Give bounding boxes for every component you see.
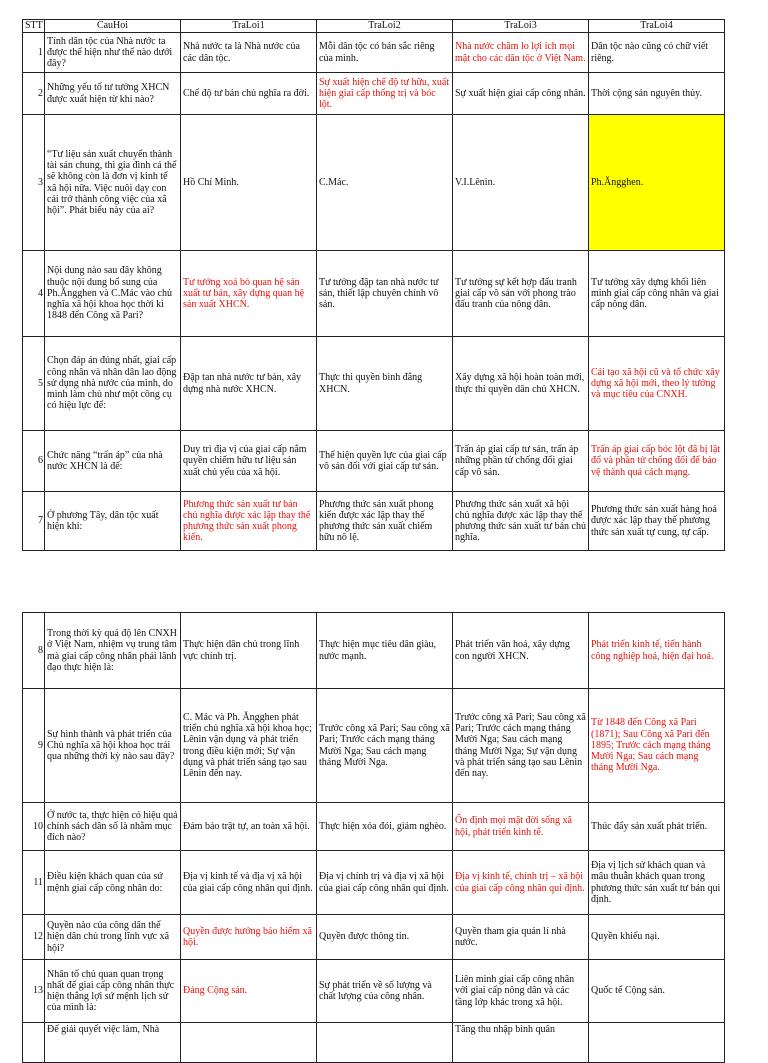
question-cell[interactable]: Chọn đáp án đúng nhất, giai cấp công nhân và nhân dân lao động sử dụng nhà nước của mình, do mình làm chủ như một công cụ có hiệu lực để: bbox=[45, 337, 181, 431]
header-traloi4[interactable]: TraLoi4 bbox=[589, 20, 725, 33]
header-traloi1[interactable]: TraLoi1 bbox=[181, 20, 317, 33]
answer2-cell[interactable]: Thực hiện xóa đói, giảm nghèo. bbox=[317, 803, 453, 851]
answer3-cell[interactable]: Tư tưởng sự kết hợp đấu tranh giai cấp vô sản với phong trào đấu tranh của nông dân. bbox=[453, 251, 589, 337]
answer1-cell[interactable]: Duy trì địa vị của giai cấp nắm quyền chiếm hữu tư liệu sản xuất chủ yếu của xã hội. bbox=[181, 431, 317, 492]
answer3-cell[interactable]: Trấn áp giai cấp tư sản, trấn áp những phần tử chống đối giai cấp vô sản. bbox=[453, 431, 589, 492]
table-row bbox=[23, 960, 725, 1023]
answer2-cell[interactable]: Tư tưởng đập tan nhà nước tư sản, thiết lập chuyên chính vô sản. bbox=[317, 251, 453, 337]
table-row bbox=[23, 115, 725, 251]
answer2-cell[interactable]: Trước công xã Pari; Sau công xã Pari; Trước cách mạng tháng Mười Nga; Sau cách mạng tháng Mười Nga. bbox=[317, 689, 453, 803]
question-cell[interactable]: “Tư liệu sản xuất chuyển thành tài sản chung, thì gia đình cá thể sẽ không còn là đơn vị kinh tế xã hội nữa. Việc nuôi dạy con cái trở thành công việc của xã hội”. Phát biểu này của ai? bbox=[45, 115, 181, 251]
answer2-cell[interactable]: Thực hiện mục tiêu dân giàu, nước mạnh. bbox=[317, 613, 453, 689]
answer1-cell[interactable]: Quyền được hưởng bảo hiểm xã hội. bbox=[181, 915, 317, 960]
row-number-cell[interactable]: 3 bbox=[23, 115, 45, 251]
answer1-cell[interactable] bbox=[181, 1023, 317, 1063]
question-cell[interactable]: Ở phương Tây, dân tộc xuất hiện khi: bbox=[45, 492, 181, 551]
answer3-cell[interactable]: Xây dựng xã hội hoàn toàn mới, thực thi quyền dân chủ XHCN. bbox=[453, 337, 589, 431]
answer3-cell[interactable]: Tăng thu nhập bình quân bbox=[453, 1023, 589, 1063]
row-number-cell[interactable]: 2 bbox=[23, 73, 45, 115]
answer4-cell[interactable]: Phương thức sản xuất hàng hoá được xác lập thay thế phương thức sản xuất tự cung, tự cấp. bbox=[589, 492, 725, 551]
table-row bbox=[23, 613, 725, 689]
answer2-cell[interactable]: Phương thức sản xuất phong kiến được xác lập thay thế phương thức sản xuất chiếm hữu nô lệ. bbox=[317, 492, 453, 551]
header-traloi3[interactable]: TraLoi3 bbox=[453, 20, 589, 33]
answer1-cell[interactable]: Đảng Cộng sản. bbox=[181, 960, 317, 1023]
question-cell[interactable]: Điều kiện khách quan của sứ mệnh giai cấp công nhân do: bbox=[45, 851, 181, 915]
answer1-cell[interactable]: Tư tưởng xoá bỏ quan hệ sản xuất tư bản, xây dựng quan hệ sản xuất XHCN. bbox=[181, 251, 317, 337]
table-row bbox=[23, 431, 725, 492]
question-cell[interactable]: Những yếu tố tư tưởng XHCN được xuất hiện từ khi nào? bbox=[45, 73, 181, 115]
answer3-cell[interactable]: Trước công xã Pari; Sau công xã Pari; Trước cách mạng tháng Mười Nga; Sau cách mạng tháng Mười Nga; Sự vận dụng và phát triển sáng tạo sau Lênin đến nay. bbox=[453, 689, 589, 803]
row-number-cell[interactable] bbox=[23, 1023, 45, 1063]
table-row bbox=[23, 1023, 725, 1063]
answer1-cell[interactable]: Thực hiện dân chủ trong lĩnh vực chính trị. bbox=[181, 613, 317, 689]
answer2-cell[interactable]: Sự xuất hiện chế độ tư hữu, xuất hiện giai cấp thống trị và bóc lột. bbox=[317, 73, 453, 115]
answer1-cell[interactable]: Địa vị kinh tế và địa vị xã hội của giai cấp công nhân qui định. bbox=[181, 851, 317, 915]
header-traloi2[interactable]: TraLoi2 bbox=[317, 20, 453, 33]
answer2-cell[interactable]: Mỗi dân tộc có bản sắc riêng của mình. bbox=[317, 33, 453, 73]
header-stt[interactable]: STT bbox=[23, 20, 45, 33]
answer3-cell[interactable]: Phát triển văn hoá, xây dựng con người XHCN. bbox=[453, 613, 589, 689]
row-number-cell[interactable]: 7 bbox=[23, 492, 45, 551]
answer4-cell[interactable]: Quốc tế Cộng sản. bbox=[589, 960, 725, 1023]
table-row bbox=[23, 803, 725, 851]
answer4-cell[interactable]: Phát triển kinh tế, tiến hành công nghiệp hoá, hiện đại hoá. bbox=[589, 613, 725, 689]
answer1-cell[interactable]: Hồ Chí Minh. bbox=[181, 115, 317, 251]
question-cell[interactable]: Ở nước ta, thực hiện có hiệu quả chính sách dân số là nhằm mục đích nào? bbox=[45, 803, 181, 851]
question-cell[interactable]: Trong thời kỳ quá độ lên CNXH ở Việt Nam, nhiệm vụ trung tâm mà giai cấp công nhân phải lãnh đạo thực hiện là: bbox=[45, 613, 181, 689]
question-cell[interactable]: Để giải quyết việc làm, Nhà bbox=[45, 1023, 181, 1063]
answer2-cell[interactable]: Sự phát triển về số lượng và chất lượng của công nhân. bbox=[317, 960, 453, 1023]
row-number-cell[interactable]: 4 bbox=[23, 251, 45, 337]
answer4-cell[interactable]: Thời cộng sản nguyên thủy. bbox=[589, 73, 725, 115]
answer2-cell[interactable]: Địa vị chính trị và địa vị xã hội của giai cấp công nhân qui định. bbox=[317, 851, 453, 915]
answer4-cell[interactable]: Địa vị lịch sử khách quan và mâu thuẫn khách quan trong phương thức sản xuất tư bản qui định. bbox=[589, 851, 725, 915]
answer4-cell[interactable]: Từ 1848 đến Công xã Pari (1871); Sau Công xã Pari đến 1895; Trước cách mạng tháng Mười Nga; Sau cách mạng tháng Mười Nga. bbox=[589, 689, 725, 803]
answer3-cell[interactable]: Địa vị kinh tế, chính trị – xã hội của giai cấp công nhân qui định. bbox=[453, 851, 589, 915]
row-number-cell[interactable]: 5 bbox=[23, 337, 45, 431]
table-row bbox=[23, 689, 725, 803]
row-number-cell[interactable]: 10 bbox=[23, 803, 45, 851]
table-row bbox=[23, 33, 725, 73]
table-row bbox=[23, 915, 725, 960]
row-number-cell[interactable]: 9 bbox=[23, 689, 45, 803]
quiz-table-2 bbox=[22, 612, 725, 1063]
answer1-cell[interactable]: Đảm bảo trật tự, an toàn xã hội. bbox=[181, 803, 317, 851]
answer4-cell[interactable]: Trấn áp giai cấp bóc lột đã bị lật đổ và phần tử chống đối để bảo vệ thành quả cách mạng. bbox=[589, 431, 725, 492]
row-number-cell[interactable]: 12 bbox=[23, 915, 45, 960]
question-cell[interactable]: Nội dung nào sau đây không thuộc nội dung bổ sung của Ph.Ăngghen và C.Mác vào chủ nghĩa xã hội khoa học thời kì 1848 đến Công xã Pari? bbox=[45, 251, 181, 337]
answer1-cell[interactable]: C. Mác và Ph. Ăngghen phát triển chủ nghĩa xã hội khoa học; Lênin vận dụng và phát triển trong điều kiện mới; Sự vận dụng và phát triển sáng tạo sau Lênin đến nay. bbox=[181, 689, 317, 803]
answer3-cell[interactable]: Sự xuất hiện giai cấp công nhân. bbox=[453, 73, 589, 115]
answer4-cell[interactable]: Quyền khiếu nại. bbox=[589, 915, 725, 960]
answer2-cell[interactable]: Quyền được thông tin. bbox=[317, 915, 453, 960]
answer4-cell[interactable]: Thúc đẩy sản xuất phát triển. bbox=[589, 803, 725, 851]
answer4-cell[interactable]: Cải tạo xã hội cũ và tổ chức xây dựng xã hội mới, theo lý tưởng và mục tiêu của CNXH. bbox=[589, 337, 725, 431]
answer4-cell[interactable]: Dân tộc nào cũng có chữ viết riêng. bbox=[589, 33, 725, 73]
answer2-cell[interactable]: Thực thi quyền bình đẳng XHCN. bbox=[317, 337, 453, 431]
row-number-cell[interactable]: 13 bbox=[23, 960, 45, 1023]
answer4-cell[interactable] bbox=[589, 1023, 725, 1063]
answer4-cell[interactable]: Tư tưởng xây dựng khối liên minh giai cấp công nhân và giai cấp nông dân. bbox=[589, 251, 725, 337]
quiz-table-1 bbox=[22, 19, 725, 551]
answer1-cell[interactable]: Chế độ tư bản chủ nghĩa ra đời. bbox=[181, 73, 317, 115]
table-row bbox=[23, 492, 725, 551]
answer3-cell[interactable]: Phương thức sản xuất xã hội chủ nghĩa được xác lập thay thế phương thức sản xuất tư bản chủ nghĩa. bbox=[453, 492, 589, 551]
question-cell[interactable]: Nhân tố chủ quan quan trọng nhất để giai cấp công nhân thực hiện thắng lợi sứ mệnh lịch sử của mình là: bbox=[45, 960, 181, 1023]
answer3-cell[interactable]: Nhà nước chăm lo lợi ích mọi mặt cho các dân tộc ở Việt Nam. bbox=[453, 33, 589, 73]
header-cauhoi[interactable]: CauHoi bbox=[45, 20, 181, 33]
row-number-cell[interactable]: 8 bbox=[23, 613, 45, 689]
row-number-cell[interactable]: 6 bbox=[23, 431, 45, 492]
answer2-cell[interactable]: C.Mác. bbox=[317, 115, 453, 251]
row-number-cell[interactable]: 11 bbox=[23, 851, 45, 915]
answer2-cell[interactable]: Thể hiện quyền lực của giai cấp vô sản đối với giai cấp tư sản. bbox=[317, 431, 453, 492]
answer3-cell[interactable]: Quyền tham gia quản lí nhà nước. bbox=[453, 915, 589, 960]
row-number-cell[interactable]: 1 bbox=[23, 33, 45, 73]
question-cell[interactable]: Sự hình thành và phát triển của Chủ nghĩa xã hội khoa học trải qua những thời kỳ nào sau đây? bbox=[45, 689, 181, 803]
table-row bbox=[23, 851, 725, 915]
question-cell[interactable]: Tính dân tộc của Nhà nước ta được thể hiện như thế nào dưới đây? bbox=[45, 33, 181, 73]
answer1-cell[interactable]: Phương thức sản xuất tư bản chủ nghĩa được xác lập thay thế phương thức sản xuất phong kiến. bbox=[181, 492, 317, 551]
answer1-cell[interactable]: Đập tan nhà nước tư bản, xây dựng nhà nước XHCN. bbox=[181, 337, 317, 431]
question-cell[interactable]: Chức năng “trấn áp” của nhà nước XHCN là để: bbox=[45, 431, 181, 492]
answer3-cell[interactable]: V.I.Lênin. bbox=[453, 115, 589, 251]
answer1-cell[interactable]: Nhà nước ta là Nhà nước của các dân tộc. bbox=[181, 33, 317, 73]
question-cell[interactable]: Quyền nào của công dân thể hiện dân chủ trong lĩnh vực xã hội? bbox=[45, 915, 181, 960]
answer3-cell[interactable]: Liên minh giai cấp công nhân với giai cấp nông dân và các tầng lớp khác trong xã hội. bbox=[453, 960, 589, 1023]
table-row bbox=[23, 337, 725, 431]
answer2-cell[interactable] bbox=[317, 1023, 453, 1063]
header-row bbox=[23, 20, 725, 33]
table-row bbox=[23, 251, 725, 337]
table-row bbox=[23, 73, 725, 115]
answer3-cell[interactable]: Ổn định mọi mặt đời sống xã hội, phát triển kinh tế. bbox=[453, 803, 589, 851]
answer4-cell[interactable]: Ph.Ăngghen. bbox=[589, 115, 725, 251]
